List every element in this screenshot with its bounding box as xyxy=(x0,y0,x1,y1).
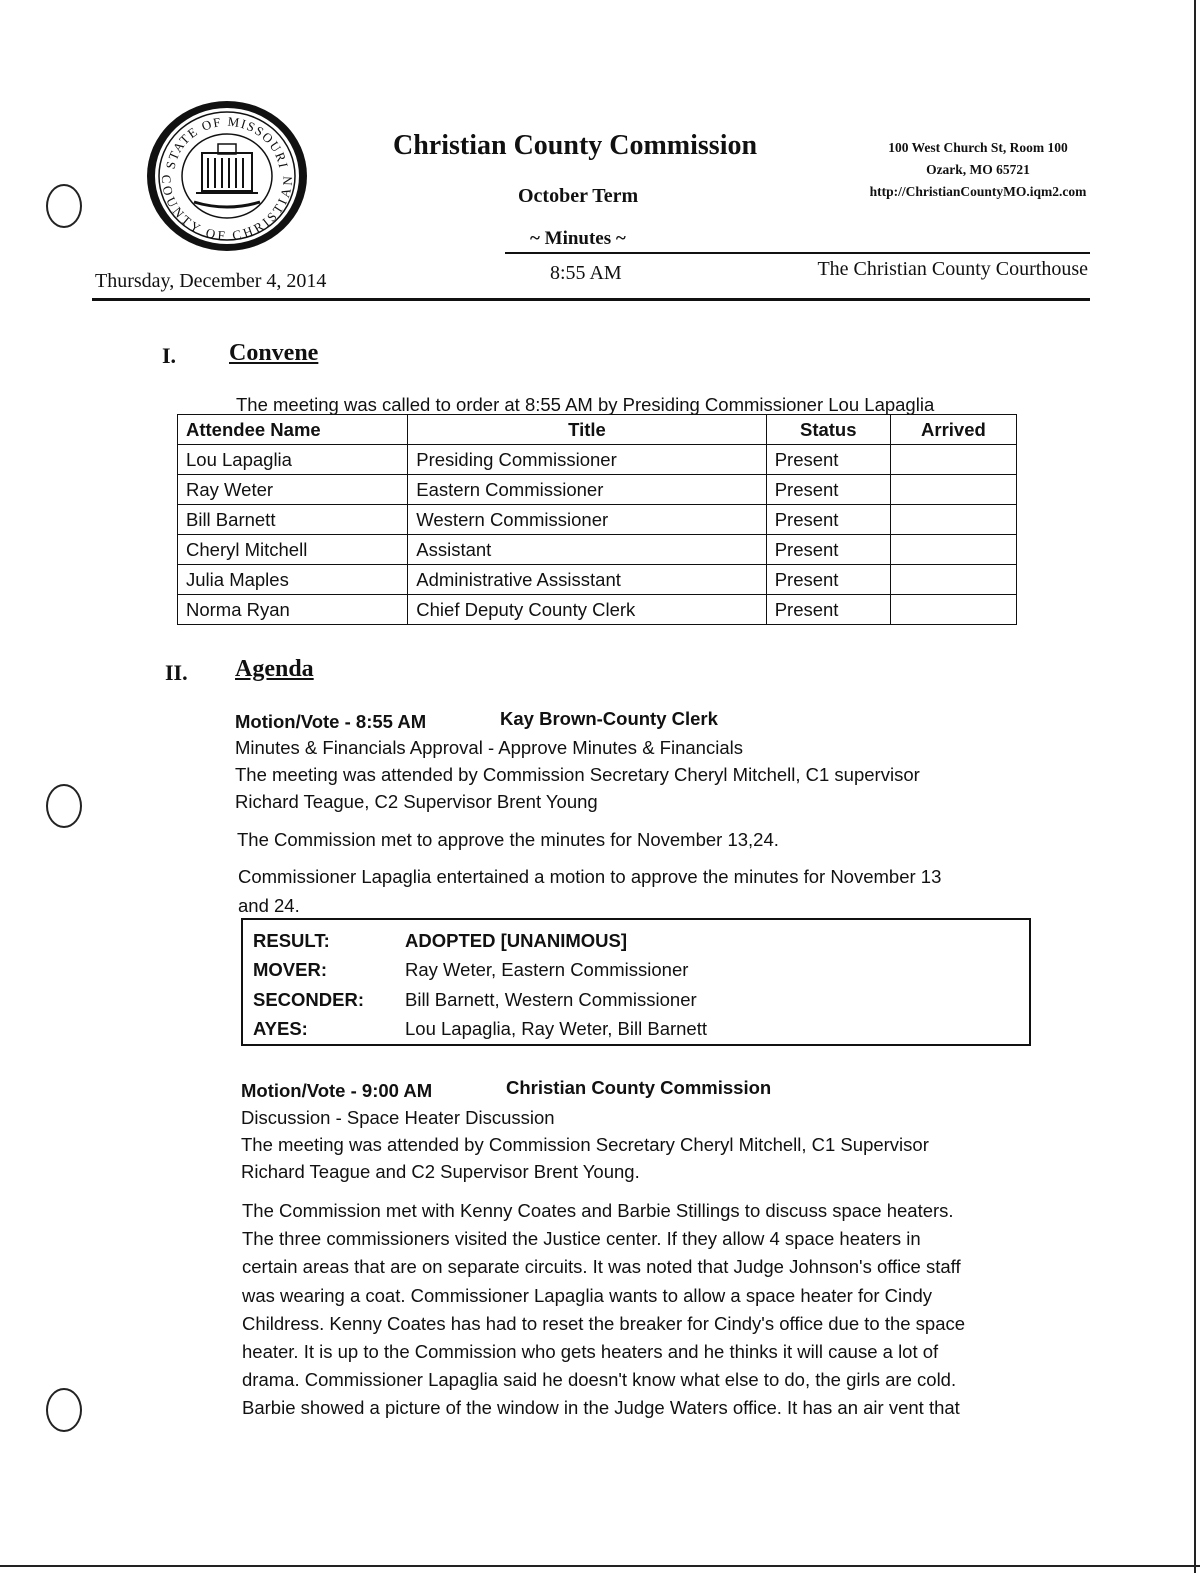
page-edge-bottom xyxy=(0,1565,1200,1567)
attendee-title: Western Commissioner xyxy=(408,505,766,535)
attendee-arrived xyxy=(890,535,1016,565)
table-row xyxy=(178,565,1017,595)
county-seal-logo xyxy=(144,98,310,254)
attendee-name: Ray Weter xyxy=(178,475,408,505)
table-row xyxy=(178,595,1017,625)
item2-attended-line-1: The meeting was attended by Commission Secretary Cheryl Mitchell, C1 Supervisor xyxy=(241,1134,929,1155)
attendance-table xyxy=(177,414,1017,625)
address-line-1: 100 West Church St, Room 100 xyxy=(888,140,1068,155)
header-rule-lower xyxy=(92,298,1090,301)
seconder-label: SECONDER: xyxy=(253,989,365,1010)
item2-discussion-paragraph xyxy=(242,1197,965,1423)
meeting-time: 8:55 AM xyxy=(550,262,622,284)
attendee-title: Administrative Assisstant xyxy=(408,565,766,595)
binder-hole-middle xyxy=(46,784,82,828)
table-row xyxy=(178,505,1017,535)
mover-value: Ray Weter, Eastern Commissioner xyxy=(405,959,689,980)
convene-intro: The meeting was called to order at 8:55 AM by Presiding Commissioner Lou Lapaglia xyxy=(236,394,935,415)
item2-presenter: Christian County Commission xyxy=(506,1077,772,1098)
paragraph-line: was wearing a coat. Commissioner Lapaglia wants to allow a space heater for Cindy xyxy=(242,1284,932,1306)
section-title-agenda: Agenda xyxy=(235,656,314,682)
meeting-location: The Christian County Courthouse xyxy=(817,258,1088,280)
attendee-name: Julia Maples xyxy=(178,565,408,595)
attendee-name: Lou Lapaglia xyxy=(178,445,408,475)
table-row xyxy=(178,535,1017,565)
attendee-status: Present xyxy=(766,535,890,565)
attendee-status: Present xyxy=(766,595,890,625)
result-label: RESULT: xyxy=(253,930,330,951)
item1-presenter: Kay Brown-County Clerk xyxy=(500,708,718,729)
paragraph-line: Barbie showed a picture of the window in the Judge Waters office. It has an air vent that xyxy=(242,1397,960,1419)
col-header-title: Title xyxy=(408,415,766,445)
seal-text-bottom: COUNTY OF CHRISTIAN xyxy=(158,174,296,244)
col-header-arrived: Arrived xyxy=(890,415,1016,445)
item2-heading: Motion/Vote - 9:00 AM xyxy=(241,1080,433,1101)
item1-subheading: Minutes & Financials Approval - Approve Minutes & Financials xyxy=(235,737,743,758)
attendee-title: Eastern Commissioner xyxy=(408,475,766,505)
col-header-name: Attendee Name xyxy=(178,415,408,445)
item1-attended-line-1: The meeting was attended by Commission Secretary Cheryl Mitchell, C1 supervisor xyxy=(235,764,920,785)
item2-subheading: Discussion - Space Heater Discussion xyxy=(241,1107,555,1128)
attendee-name: Cheryl Mitchell xyxy=(178,535,408,565)
meeting-date: Thursday, December 4, 2014 xyxy=(95,270,327,292)
item1-paragraph-2-line-2: and 24. xyxy=(238,895,300,916)
attendee-arrived xyxy=(890,595,1016,625)
attendee-status: Present xyxy=(766,565,890,595)
paragraph-line: heater. It is up to the Commission who gets heaters and he thinks it will cause a lot of xyxy=(242,1341,939,1363)
attendee-title: Chief Deputy County Clerk xyxy=(408,595,766,625)
table-row xyxy=(178,445,1017,475)
item1-paragraph-1: The Commission met to approve the minutes for November 13,24. xyxy=(237,829,779,850)
page-edge-right xyxy=(1194,0,1196,1573)
paragraph-line: certain areas that are on separate circuits. It was noted that Judge Johnson's office staff xyxy=(242,1256,961,1278)
item2-attended-line-2: Richard Teague and C2 Supervisor Brent Young. xyxy=(241,1161,640,1182)
col-header-status: Status xyxy=(766,415,890,445)
table-header-row xyxy=(178,415,1017,445)
item1-heading: Motion/Vote - 8:55 AM xyxy=(235,711,427,732)
item1-paragraph-2-line-1: Commissioner Lapaglia entertained a motion to approve the minutes for November 13 xyxy=(238,866,942,887)
ayes-label: AYES: xyxy=(253,1018,308,1039)
result-value: ADOPTED [UNANIMOUS] xyxy=(405,930,627,951)
attendee-status: Present xyxy=(766,505,890,535)
website-link: http://ChristianCountyMO.iqm2.com xyxy=(869,184,1087,199)
paragraph-line: The Commission met with Kenny Coates and Barbie Stillings to discuss space heaters. xyxy=(242,1200,954,1221)
attendee-arrived xyxy=(890,445,1016,475)
attendee-arrived xyxy=(890,475,1016,505)
address-block xyxy=(848,137,1108,203)
binder-hole-bottom xyxy=(46,1388,82,1432)
attendee-title: Assistant xyxy=(408,535,766,565)
paragraph-line: drama. Commissioner Lapaglia said he doesn't know what else to do, the girls are cold. xyxy=(242,1369,957,1391)
vote-result-box xyxy=(241,918,1031,1046)
attendee-arrived xyxy=(890,505,1016,535)
term-label: October Term xyxy=(518,185,639,207)
seal-text-top: STATE OF MISSOURI xyxy=(162,113,292,171)
document-title: Christian County Commission xyxy=(393,130,758,161)
address-line-2: Ozark, MO 65721 xyxy=(926,162,1030,177)
attendee-arrived xyxy=(890,565,1016,595)
section-title-convene: Convene xyxy=(229,340,319,366)
ayes-value: Lou Lapaglia, Ray Weter, Bill Barnett xyxy=(405,1018,707,1039)
attendee-title: Presiding Commissioner xyxy=(408,445,766,475)
minutes-label: ~ Minutes ~ xyxy=(530,228,626,249)
header-rule-upper xyxy=(505,252,1090,254)
attendee-status: Present xyxy=(766,445,890,475)
table-row xyxy=(178,475,1017,505)
attendee-status: Present xyxy=(766,475,890,505)
paragraph-line: Childress. Kenny Coates has had to reset the breaker for Cindy's office due to the space xyxy=(242,1312,966,1334)
binder-hole-top xyxy=(46,184,82,228)
section-number-convene: I. xyxy=(162,343,177,368)
attendee-name: Norma Ryan xyxy=(178,595,408,625)
attendee-name: Bill Barnett xyxy=(178,505,408,535)
paragraph-line: The three commissioners visited the Justice center. If they allow 4 space heaters in xyxy=(242,1228,921,1250)
item1-attended-line-2: Richard Teague, C2 Supervisor Brent Young xyxy=(235,791,598,812)
section-number-agenda: II. xyxy=(165,660,188,685)
mover-label: MOVER: xyxy=(253,959,327,980)
seconder-value: Bill Barnett, Western Commissioner xyxy=(405,989,697,1010)
